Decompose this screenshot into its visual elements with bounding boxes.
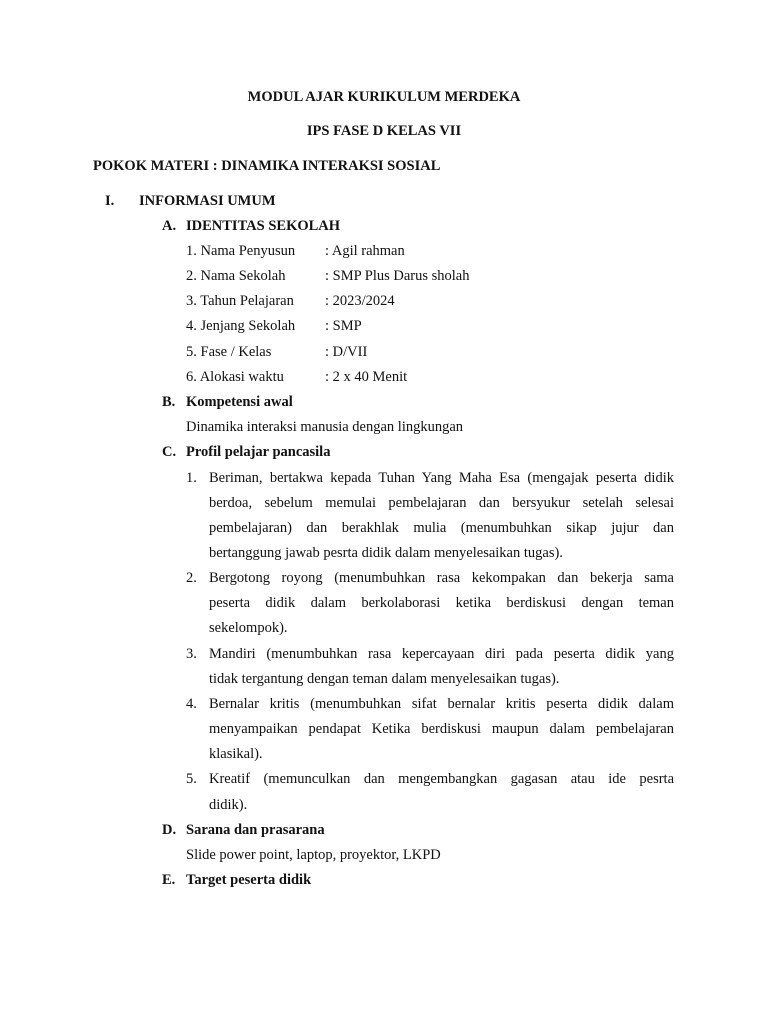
identitas-value: : SMP xyxy=(325,318,362,334)
pokok-materi-heading: POKOK MATERI : DINAMIKA INTERAKSI SOSIAL xyxy=(93,158,441,174)
profil-item-line: Mandiri (menumbuhkan rasa kepercayaan diri pada peserta didik yang xyxy=(209,646,674,662)
kompetensi-text: Dinamika interaksi manusia dengan lingkungan xyxy=(186,419,464,435)
section-title: INFORMASI UMUM xyxy=(139,193,276,209)
section-number: I. xyxy=(105,193,115,209)
profil-item-line: didik). xyxy=(209,797,248,813)
target-title: Target peserta didik xyxy=(186,872,312,888)
profil-item-number: 5. xyxy=(186,771,197,787)
identitas-label: 2. Nama Sekolah xyxy=(186,268,286,284)
profil-item-number: 3. xyxy=(186,646,197,662)
identitas-label: 1. Nama Penyusun xyxy=(186,243,296,259)
profil-item-line: menyampaikan pendapat Ketika berdiskusi maupun dalam pembelajaran xyxy=(209,721,674,737)
identitas-label: 5. Fase / Kelas xyxy=(186,344,272,360)
identitas-label: 3. Tahun Pelajaran xyxy=(186,293,294,309)
profil-item-line: pembelajaran) dan berakhlak mulia (menumbuhkan sikap jujur dan xyxy=(209,520,674,536)
profil-letter: C. xyxy=(162,444,177,460)
sarana-title: Sarana dan prasarana xyxy=(186,822,325,838)
target-letter: E. xyxy=(162,872,176,888)
profil-item-line: Beriman, bertakwa kepada Tuhan Yang Maha Esa (mengajak peserta didik xyxy=(209,470,674,486)
profil-item-line: sekelompok). xyxy=(209,620,288,636)
profil-item-number: 4. xyxy=(186,696,197,712)
identitas-letter: A. xyxy=(162,218,177,234)
document-subtitle: IPS FASE D KELAS VII xyxy=(306,123,462,139)
profil-item-line: bertanggung jawab pesrta didik dalam menyelesaikan tugas). xyxy=(209,545,563,561)
identitas-value: : D/VII xyxy=(325,344,368,360)
profil-item-line: klasikal). xyxy=(209,746,263,762)
identitas-value: : 2023/2024 xyxy=(325,293,395,309)
profil-item-line: tidak tergantung dengan teman dalam menyelesaikan tugas). xyxy=(209,671,560,687)
identitas-label: 4. Jenjang Sekolah xyxy=(186,318,296,334)
identitas-title: IDENTITAS SEKOLAH xyxy=(186,218,341,234)
identitas-value: : 2 x 40 Menit xyxy=(325,369,408,385)
identitas-value: : Agil rahman xyxy=(325,243,405,259)
profil-item-line: Bernalar kritis (menumbuhkan sifat bernalar kritis peserta didik dalam xyxy=(209,696,674,712)
profil-item-line: Bergotong royong (menumbuhkan rasa kekompakan dan bekerja sama xyxy=(209,570,674,586)
profil-title: Profil pelajar pancasila xyxy=(186,444,331,460)
sarana-letter: D. xyxy=(162,822,177,838)
profil-item-number: 2. xyxy=(186,570,197,586)
profil-item-line: berdoa, sebelum memulai pembelajaran dan bersyukur setelah selesai xyxy=(209,495,674,511)
profil-item-number: 1. xyxy=(186,470,197,486)
sarana-text: Slide power point, laptop, proyektor, LKPD xyxy=(186,847,441,863)
kompetensi-title: Kompetensi awal xyxy=(186,394,293,410)
kompetensi-letter: B. xyxy=(162,394,176,410)
identitas-value: : SMP Plus Darus sholah xyxy=(325,268,470,284)
identitas-label: 6. Alokasi waktu xyxy=(186,369,284,385)
profil-item-line: peserta didik dalam berkolaborasi ketika berdiskusi dengan teman xyxy=(209,595,674,611)
profil-item-line: Kreatif (memunculkan dan mengembangkan gagasan atau ide pesrta xyxy=(209,771,674,787)
document-title: MODUL AJAR KURIKULUM MERDEKA xyxy=(247,89,521,105)
